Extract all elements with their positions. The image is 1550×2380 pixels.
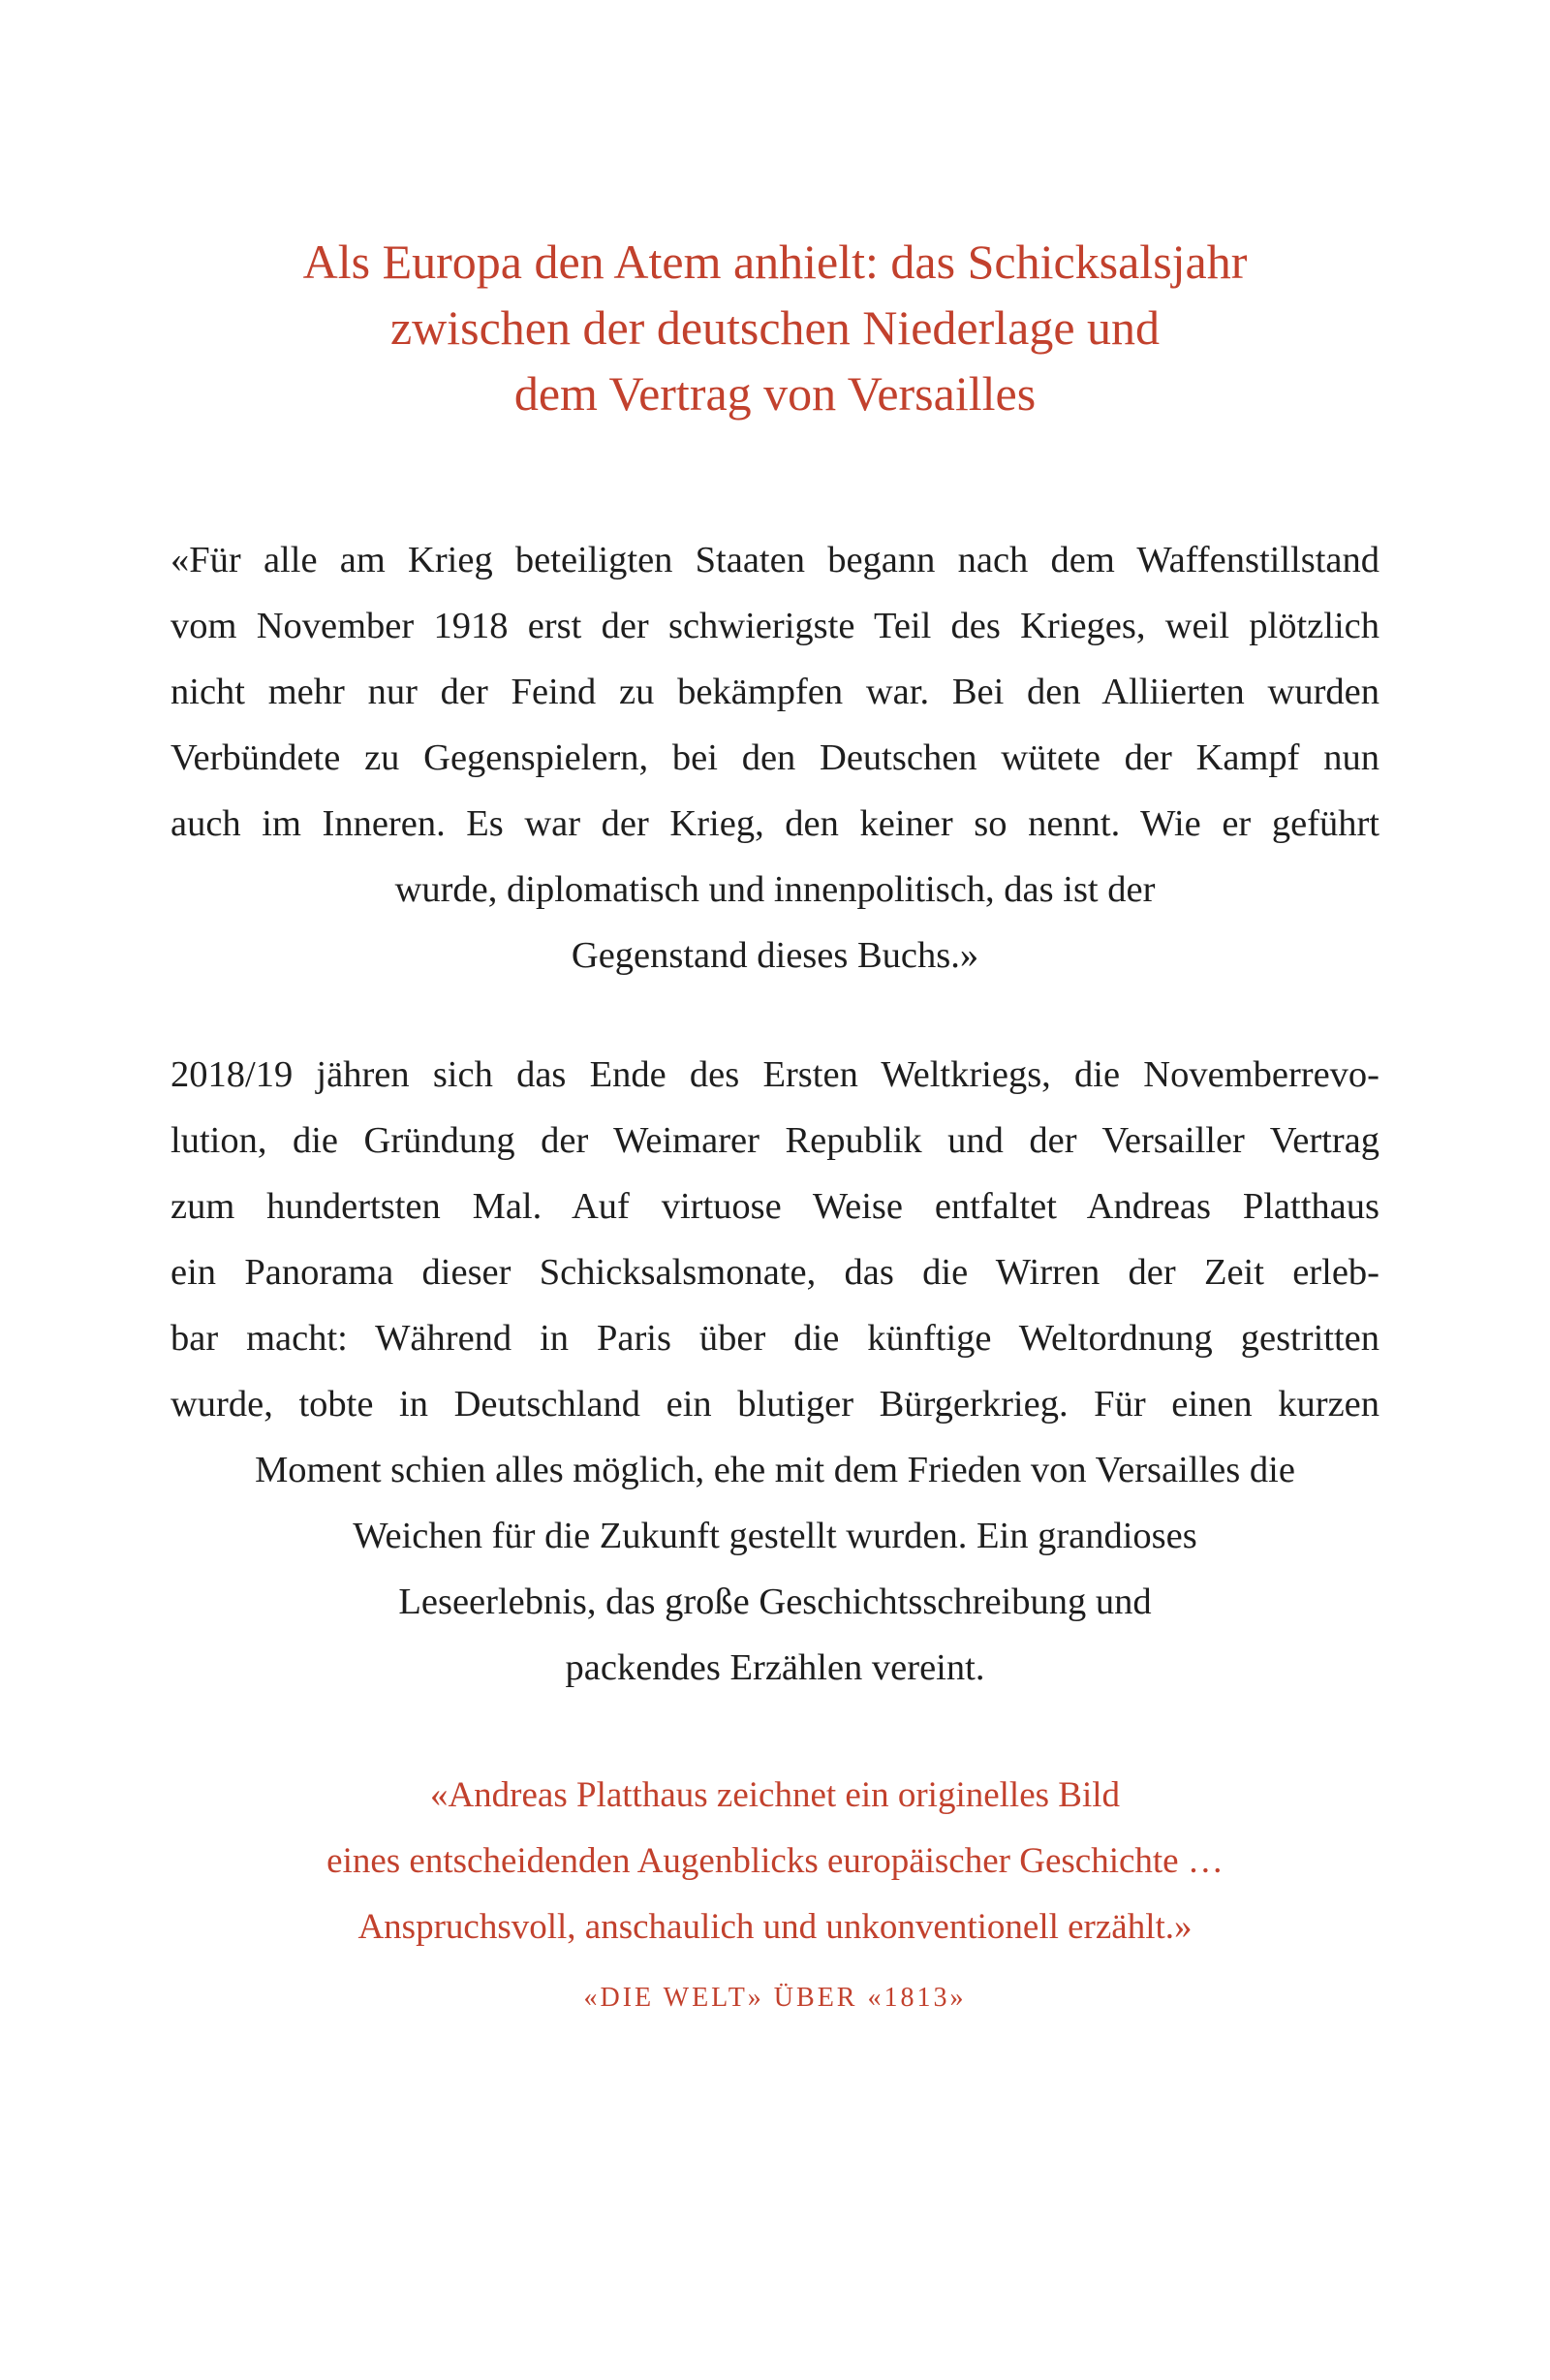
description-line: Weichen für die Zukunft gestellt wurden. Ein grandioses — [353, 1516, 1197, 1556]
description-line: bar macht: Während in Paris über die künftige Weltordnung gestritten — [170, 1318, 1380, 1359]
headline-line: zwischen der deutschen Niederlage und — [389, 300, 1161, 355]
intro-quote — [170, 527, 1380, 988]
description-line: Moment schien alles möglich, ehe mit dem Frieden von Versailles die — [255, 1450, 1295, 1490]
intro-quote-line: nicht mehr nur der Feind zu bekämpfen war. Bei den Alliierten wurden — [170, 672, 1380, 712]
headline-line: Als Europa den Atem anhielt: das Schicksalsjahr — [302, 235, 1248, 289]
description-line: ein Panorama dieser Schicksalsmonate, das die Wirren der Zeit erleb- — [170, 1252, 1380, 1293]
description-line: zum hundertsten Mal. Auf virtuose Weise entfaltet Andreas Platthaus — [170, 1186, 1380, 1227]
book-description — [170, 1042, 1380, 1701]
review-quote — [170, 1763, 1380, 1960]
intro-quote-line: wurde, diplomatisch und innenpolitisch, das ist der — [394, 869, 1156, 910]
review-source: «DIE WELT» ÜBER «1813» — [583, 1983, 967, 2013]
description-line: Leseerlebnis, das große Geschichtsschreibung und — [398, 1581, 1152, 1622]
description-line: 2018/19 jähren sich das Ende des Ersten Weltkriegs, die Novemberrevo- — [170, 1054, 1380, 1095]
description-line: lution, die Gründung der Weimarer Republik und der Versailler Vertrag — [170, 1120, 1380, 1161]
description-line: wurde, tobte in Deutschland ein blutiger Bürgerkrieg. Für einen kurzen — [170, 1384, 1380, 1425]
review-quote-line: eines entscheidenden Augenblicks europäischer Geschichte … — [326, 1841, 1224, 1881]
review-quote-line: «Andreas Platthaus zeichnet ein originelles Bild — [429, 1775, 1121, 1815]
intro-quote-line: «Für alle am Krieg beteiligten Staaten begann nach dem Waffenstillstand — [170, 540, 1380, 580]
intro-quote-line: auch im Inneren. Es war der Krieg, den keiner so nennt. Wie er geführt — [170, 803, 1380, 844]
intro-quote-line: vom November 1918 erst der schwierigste Teil des Krieges, weil plötzlich — [170, 606, 1380, 646]
intro-quote-line: Gegenstand dieses Buchs.» — [571, 935, 979, 976]
description-line: packendes Erzählen vereint. — [565, 1647, 985, 1688]
intro-quote-line: Verbündete zu Gegenspielern, bei den Deutschen wütete der Kampf nun — [170, 737, 1380, 778]
headline-line: dem Vertrag von Versailles — [513, 366, 1037, 421]
review-quote-line: Anspruchsvoll, anschaulich und unkonventionell erzählt.» — [357, 1907, 1193, 1947]
headline — [155, 229, 1395, 426]
